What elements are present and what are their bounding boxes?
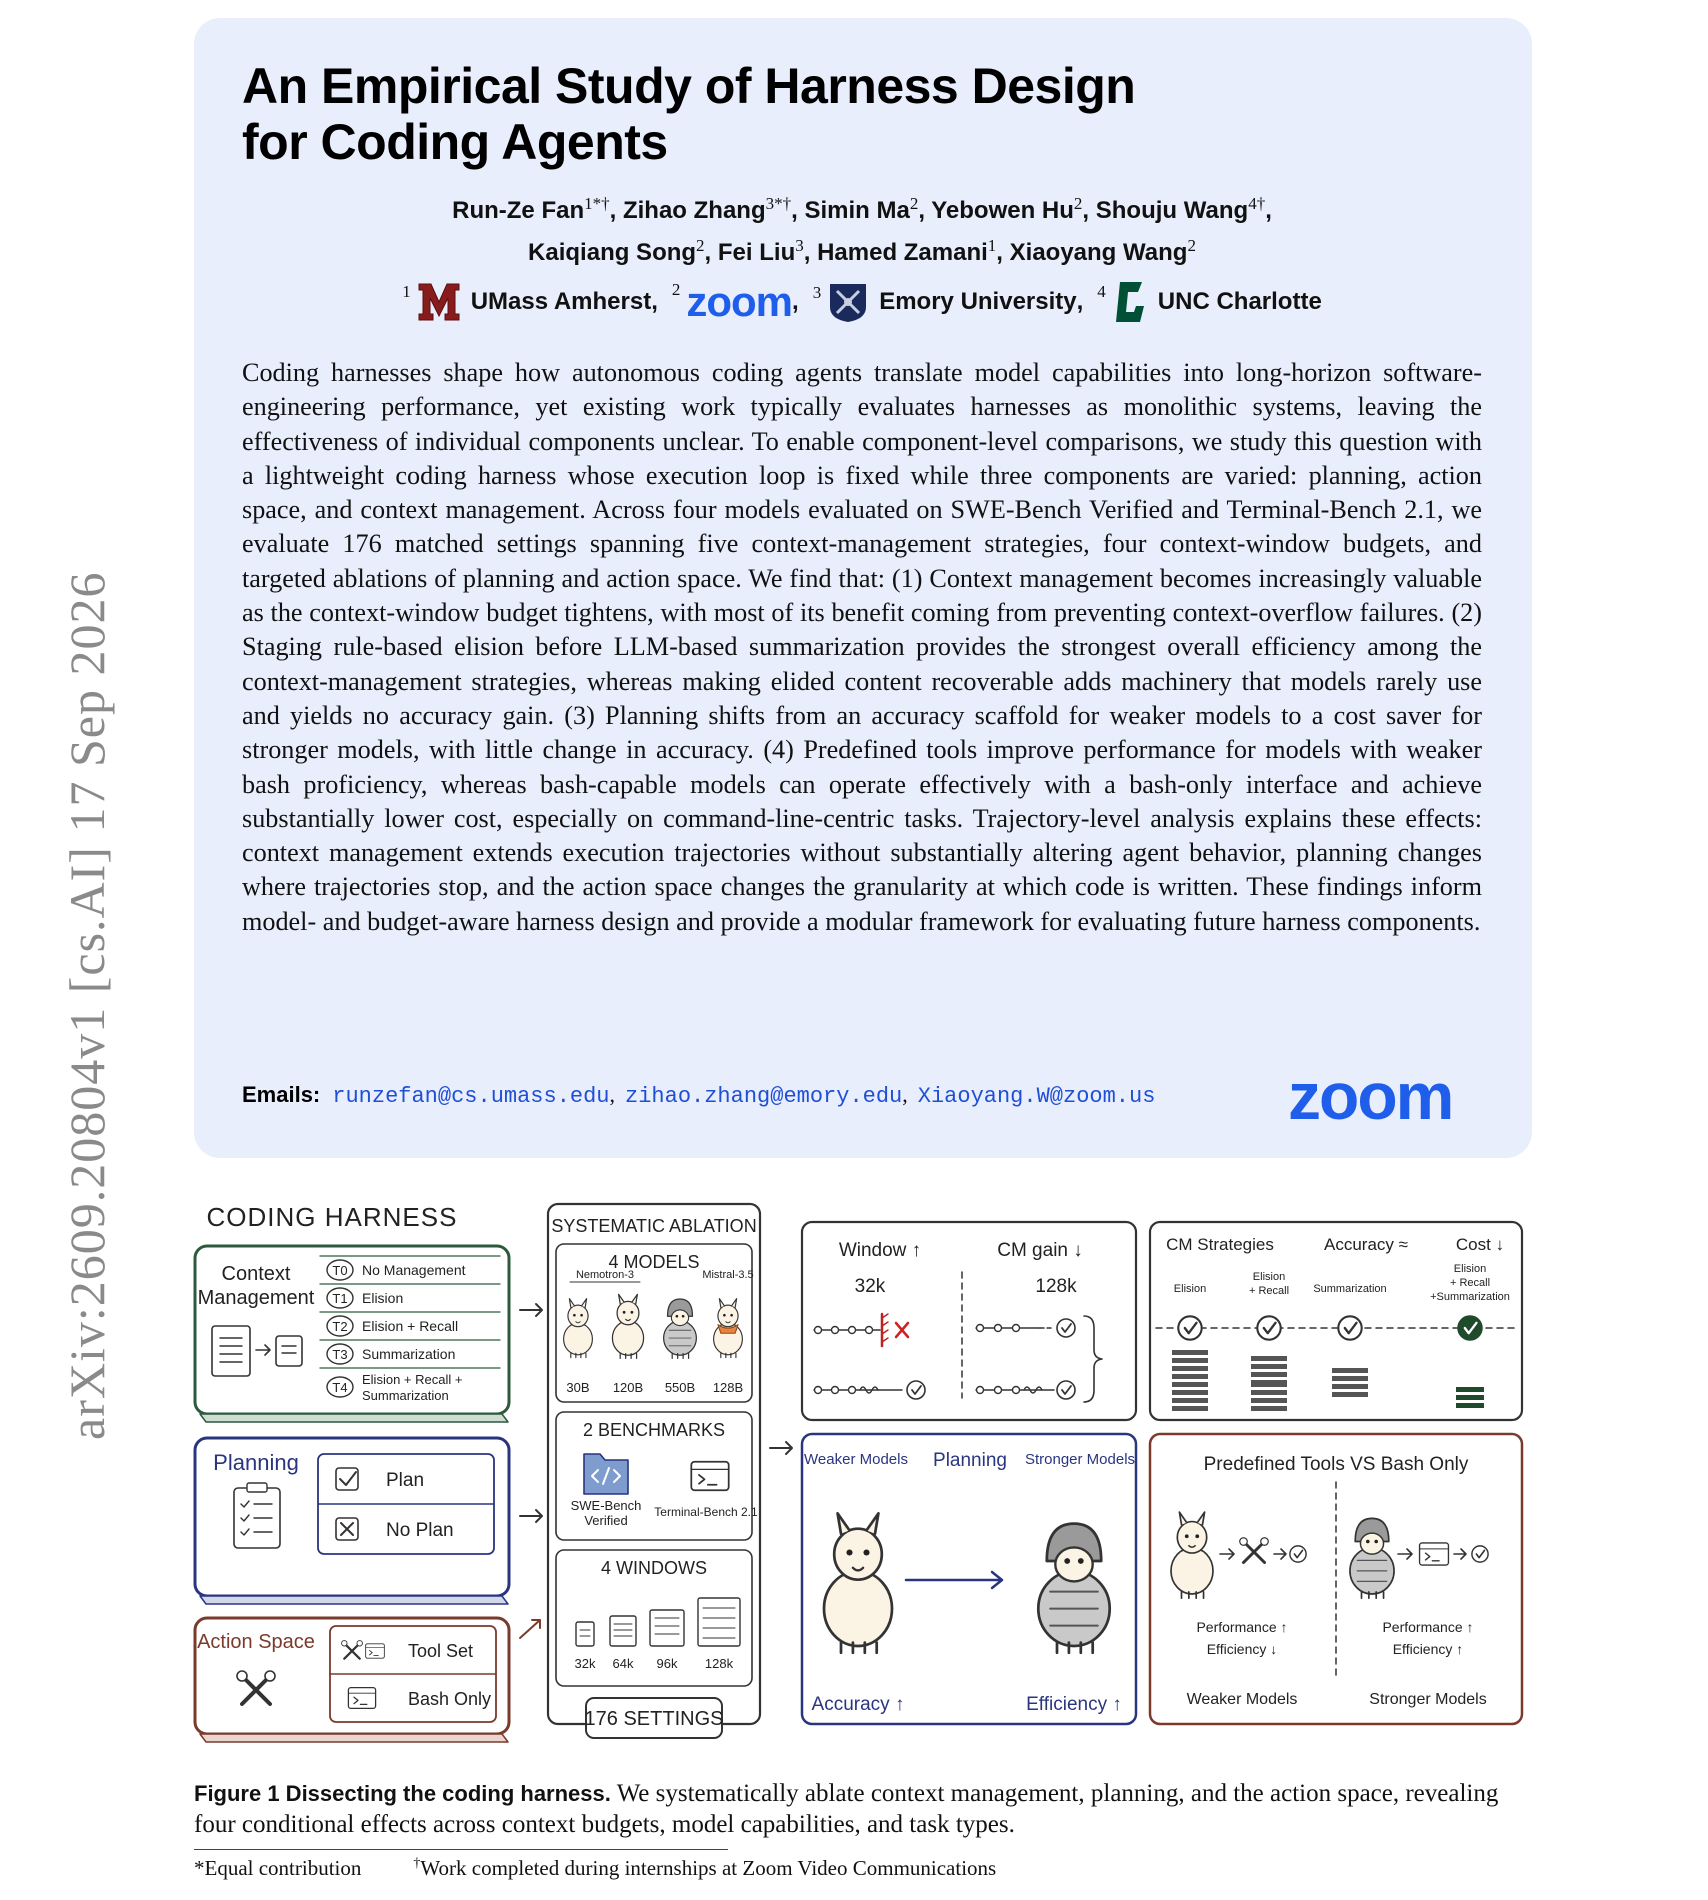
svg-text:T4: T4 [332,1380,348,1395]
panel-window [802,1222,1136,1420]
svg-text:Tool Set: Tool Set [408,1641,474,1661]
affiliation-umass: 1 UMass Amherst , [402,280,672,324]
best-check-icon [1458,1316,1481,1339]
svg-text:2 BENCHMARKS: 2 BENCHMARKS [582,1420,726,1440]
emory-shield-icon [827,281,869,323]
svg-text:T1: T1 [332,1291,348,1306]
author-list [242,186,1482,270]
svg-text:+Summarization: +Summarization [1430,1291,1510,1303]
strategy-t0 [327,1260,466,1280]
svg-text:128B: 128B [712,1380,744,1395]
figure-1 [190,1198,1530,1748]
svg-text:Bash Only: Bash Only [408,1689,492,1709]
panel-tools-vs-bash [1150,1434,1522,1724]
svg-text:Management: Management [197,1287,315,1309]
svg-text:Elision: Elision [362,1290,404,1306]
no-plan-checkbox-icon [336,1518,358,1540]
svg-text:Performance ↑: Performance ↑ [1382,1619,1474,1635]
svg-text:32k: 32k [854,1276,886,1297]
title-line-1: An Empirical Study of Harness Design [242,58,1136,114]
bash-stronger-knight-icon [1350,1518,1394,1598]
svg-text:SYSTEMATIC ABLATION: SYSTEMATIC ABLATION [551,1216,757,1236]
arxiv-identifier: arXiv:2609.20804v1 [cs.AI] 17 Sep 2026 [59,571,115,1440]
author: Fei Liu$^3$ [717,236,804,266]
svg-text:128k: 128k [1035,1276,1077,1297]
svg-text:550B: 550B [664,1380,696,1395]
svg-text:Stronger Models: Stronger Models [1369,1691,1487,1708]
author: Xiaoyang Wang$^2$ [1009,236,1196,266]
svg-text:T0: T0 [332,1263,348,1278]
caption-text: We systematically ablate context management, planning, and the action space, revealing four conditional effects across context budgets, model capabilities, and task types. [194,1780,1499,1838]
svg-text:Summarization: Summarization [362,1388,449,1403]
svg-text:Nemotron-3: Nemotron-3 [575,1269,635,1281]
arrow-planning [520,1510,542,1522]
svg-text:Summarization: Summarization [362,1346,456,1362]
svg-text:96k: 96k [656,1656,678,1671]
panel-cm-strategies [1150,1222,1522,1420]
svg-text:Stronger Models: Stronger Models [1024,1451,1136,1468]
title-line-2: for Coding Agents [242,114,668,170]
svg-text:+ Recall: + Recall [1248,1285,1290,1297]
svg-text:Action Space: Action Space [197,1631,315,1653]
arrow-action [520,1620,540,1638]
svg-text:T2: T2 [332,1319,348,1334]
svg-text:Cost ↓: Cost ↓ [1455,1235,1505,1254]
svg-text:120B: 120B [612,1380,644,1395]
author: Run-Ze Fan$^{1*\dagger}$ [452,194,610,224]
author-line-2: Kaiqiang Song$^2$, Fei Liu$^3$, Hamed Zamani$^1$, Xiaoyang Wang$^2$ [528,236,1196,266]
author: Kaiqiang Song$^2$ [528,236,705,266]
strategy-t1 [327,1288,403,1308]
svg-text:Mistral-3.5: Mistral-3.5 [702,1269,754,1281]
harness-title: CODING HARNESS [206,1202,458,1232]
svg-text:SWE-Bench: SWE-Bench [570,1498,642,1513]
email-link[interactable]: runzefan@cs.umass.edu [332,1084,610,1109]
zoom-logo: zoom [686,278,793,325]
svg-text:128k: 128k [704,1656,734,1671]
svg-text:+ Recall: + Recall [1449,1277,1491,1289]
umass-logo-icon [417,280,461,324]
svg-text:Efficiency ↑: Efficiency ↑ [1026,1694,1122,1715]
svg-text:Planning: Planning [213,1450,299,1475]
panel-planning [802,1434,1136,1724]
svg-text:Elision: Elision [1453,1263,1487,1275]
emails: Emails: runzefan@cs.umass.edu , zihao.zhang@emory.edu , Xiaoyang.W@zoom.us [242,1082,1156,1109]
footnotes [194,1856,996,1881]
author: Zihao Zhang$^{3*\dagger}$ [622,194,792,224]
paper-title [242,58,1442,170]
caption-label: Figure 1 Dissecting the coding harness. [194,1781,611,1806]
svg-text:Accuracy ≈: Accuracy ≈ [1324,1235,1408,1254]
svg-text:Weaker Models: Weaker Models [1186,1691,1298,1708]
context-management-box [195,1246,509,1422]
affiliations [242,278,1482,326]
svg-text:Weaker Models: Weaker Models [804,1451,908,1468]
svg-text:32k: 32k [574,1656,596,1671]
svg-text:Efficiency ↑: Efficiency ↑ [1392,1641,1464,1657]
svg-text:64k: 64k [612,1656,634,1671]
svg-text:4 MODELS: 4 MODELS [608,1252,700,1272]
svg-text:Elision + Recall +: Elision + Recall + [362,1372,463,1387]
footnote-rule [194,1849,728,1850]
svg-text:Window ↑: Window ↑ [838,1240,922,1261]
svg-text:Efficiency ↓: Efficiency ↓ [1206,1641,1278,1657]
author: Simin Ma$^2$ [804,194,919,224]
affiliation-zoom: 2 zoom , [671,278,799,325]
svg-text:Accuracy ↑: Accuracy ↑ [811,1694,905,1715]
terminal-small-icon [366,1644,385,1658]
action-space-box [195,1618,509,1742]
svg-text:Elision: Elision [1252,1271,1286,1283]
svg-text:Context: Context [221,1263,291,1285]
svg-text:Planning: Planning [933,1450,1007,1471]
svg-text:Plan: Plan [386,1470,425,1491]
strategy-t3 [327,1344,455,1364]
affiliation-unc: 4 UNC Charlotte [1097,280,1322,324]
settings-count: 176 SETTINGS [584,1708,724,1730]
zoom-brand-logo: zoom [1288,1059,1453,1133]
svg-text:Elision: Elision [1173,1283,1207,1295]
planning-box [195,1438,509,1604]
author: Hamed Zamani$^1$ [817,236,997,266]
author-line-1: Run-Ze Fan$^{1*\dagger}$, Zihao Zhang$^{3*\dagger}$, Simin Ma$^2$, Yebowen Hu$^2$, Shouju Wang$^{4\dagger}$, [452,194,1272,224]
email-link[interactable]: zihao.zhang@emory.edu [625,1084,903,1109]
email-link[interactable]: Xiaoyang.W@zoom.us [917,1084,1156,1109]
svg-text:Terminal-Bench 2.1: Terminal-Bench 2.1 [654,1505,758,1519]
author: Yebowen Hu$^2$ [931,194,1083,224]
unc-logo-icon [1112,280,1148,324]
emails-label: Emails: [242,1082,321,1107]
arrow-cm [520,1304,542,1316]
clipboard-icon [234,1483,280,1548]
svg-text:T3: T3 [332,1347,348,1362]
svg-text:Elision + Recall: Elision + Recall [362,1318,459,1334]
arrow-to-findings [770,1442,792,1454]
svg-text:CM gain ↓: CM gain ↓ [997,1240,1083,1261]
abstract: Coding harnesses shape how autonomous coding agents translate model capabilities into long-horizon software-engineering performance, yet existing work typically evaluates harnesses as monolithic systems, leaving the effectiveness of individual components unclear. To enable component-level comparisons, we study this question with a lightweight coding harness whose execution loop is fixed while three components are varied: planning, action space, and context management. Across four models evaluated on SWE-Bench Verified and Terminal-Bench 2.1, we evaluate 176 matched settings spanning five context-management strategies, four context-window budgets, and targeted ablations of planning and action space. We find that: (1) Context management becomes increasingly valuable as the context-window budget tightens, with most of its benefit coming from preventing context-overflow failures. (2) Staging rule-based elision before LLM-based summarization provides the strongest overall efficiency among the context-management strategies, whereas making elided content recoverable adds machinery that models rarely use and yields no accuracy gain. (3) Planning shifts from an accuracy scaffold for weaker models to a cost saver for stronger models, with little change in accuracy. (4) Predefined tools improve performance for models with weaker bash proficiency, whereas bash-capable models can operate effectively with a bash-only interface and achieve substantially lower cost, especially on command-line-centric tasks. Trajectory-level analysis explains these effects: context management extends execution trajectories without substantially altering agent behavior, planning changes where trajectories stop, and the action space changes the granularity at which code is written. These findings inform model- and budget-aware harness design and provide a modular framework for evaluating future harness components. [242,358,1482,936]
svg-text:Performance ↑: Performance ↑ [1196,1619,1288,1635]
figure-caption [194,1778,1534,1840]
plan-checkbox-icon [336,1468,358,1490]
svg-text:Summarization: Summarization [1313,1283,1387,1295]
folder-code-icon [584,1454,628,1494]
terminal-bench-icon [691,1462,728,1491]
svg-text:No Plan: No Plan [386,1520,454,1541]
stronger-knight-icon [1038,1524,1109,1653]
svg-text:CM Strategies: CM Strategies [1166,1235,1274,1254]
affiliation-emory: 3 Emory University , [813,281,1098,323]
svg-text:Verified: Verified [584,1513,628,1528]
svg-text:30B: 30B [566,1380,590,1395]
footnote-equal-contribution: *Equal contribution [194,1856,362,1880]
svg-text:Predefined Tools VS Bash Only: Predefined Tools VS Bash Only [1203,1454,1469,1475]
knight-alpaca-550b-icon [664,1299,697,1358]
strategy-t2 [327,1316,458,1336]
footnote-internship: †Work completed during internships at Zoom Video Communications [413,1856,997,1880]
ablation-box [548,1204,760,1738]
bash-terminal-icon [1420,1543,1449,1565]
svg-text:4 WINDOWS: 4 WINDOWS [601,1558,707,1578]
terminal-icon [348,1688,375,1709]
author: Shouju Wang$^{4\dagger}$ [1095,194,1266,224]
svg-text:No Management: No Management [362,1262,466,1278]
